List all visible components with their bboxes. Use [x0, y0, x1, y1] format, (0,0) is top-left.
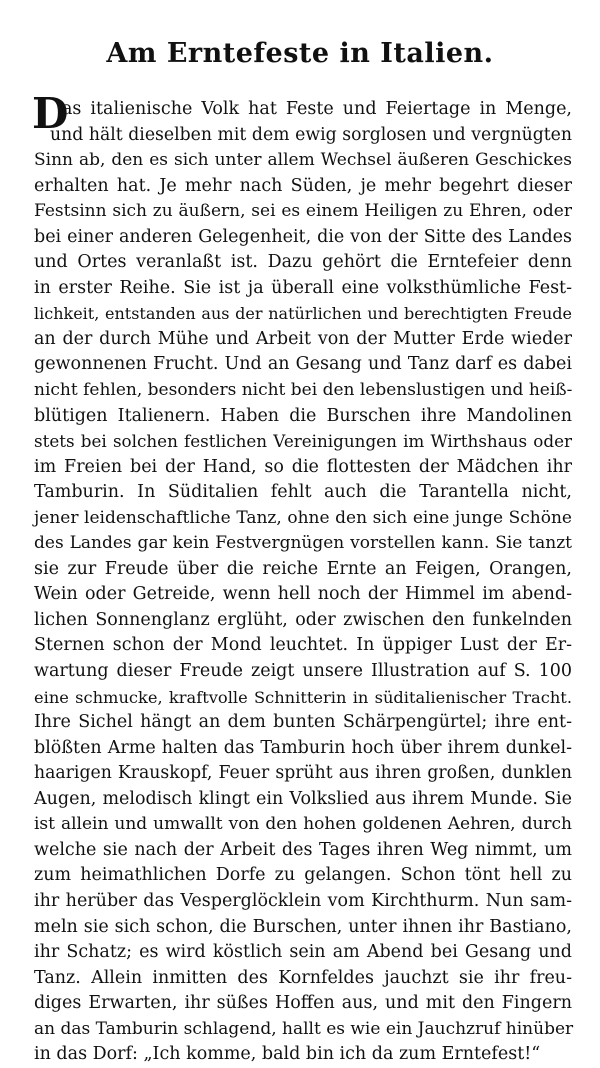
text-line: an der durch Mühe und Arbeit von der Mutter Erde wieder: [34, 328, 572, 349]
text-line: jener leidenschaftliche Tanz, ohne den sich eine junge Schöne: [34, 507, 572, 528]
text-line: gewonnenen Frucht. Und an Gesang und Tanz darf es dabei: [34, 354, 572, 375]
text-line: as italienische Volk hat Feste und Feiertage in Menge,: [62, 99, 572, 119]
text-line: erhalten hat. Je mehr nach Süden, je mehr begehrt dieser: [34, 175, 572, 196]
text-line: ist allein und umwallt von den hohen goldenen Aehren, durch: [34, 814, 572, 835]
text-line: blütigen Italienern. Haben die Burschen ihre Mandolinen: [34, 405, 572, 426]
text-line: in das Dorf: „Ich komme, bald bin ich da zum Erntefest!“: [34, 1044, 541, 1065]
text-line: an das Tamburin schlagend, hallt es wie ein Jauchzruf hinüber: [34, 1018, 574, 1039]
text-line: Sternen schon der Mond leuchtet. In üppiger Lust der Er-: [34, 635, 572, 656]
text-line: im Freien bei der Hand, so die flottesten der Mädchen ihr: [34, 456, 572, 477]
text-line: wartung dieser Freude zeigt unsere Illustration auf S. 100: [34, 661, 572, 682]
text-line: Wein oder Getreide, wenn hell noch der Himmel im abend-: [34, 584, 572, 605]
drop-cap: D: [32, 89, 69, 138]
text-line: ihr Schatz; es wird köstlich sein am Abend bei Gesang und: [34, 942, 572, 963]
text-line: zum heimathlichen Dorfe zu gelangen. Schon tönt hell zu: [34, 865, 572, 886]
text-line: lichen Sonnenglanz erglüht, oder zwischen den funkelnden: [34, 609, 572, 630]
article-body: [32, 89, 574, 1068]
text-line: Tanz. Allein inmitten des Kornfeldes jauchzt sie ihr freu-: [34, 967, 572, 988]
text-line: sie zur Freude über die reiche Ernte an Feigen, Orangen,: [34, 558, 572, 579]
text-line: des Landes gar kein Festvergnügen vorstellen kann. Sie tanzt: [34, 533, 572, 554]
text-line: Tamburin. In Süditalien fehlt auch die Tarantella nicht,: [34, 482, 572, 503]
text-line: Ihre Sichel hängt an dem bunten Schärpengürtel; ihre ent-: [34, 712, 572, 733]
text-line: meln sie sich schon, die Burschen, unter ihnen ihr Bastiano,: [34, 916, 572, 937]
page-title: Am Erntefeste in Italien.: [106, 38, 494, 69]
text-line: Sinn ab, den es sich unter allem Wechsel äußeren Geschickes: [34, 150, 572, 171]
text-line: eine schmucke, kraftvolle Schnitterin in süditalienischer Tracht.: [34, 687, 572, 707]
text-line: ihr herüber das Vesperglöcklein vom Kirchthurm. Nun sam-: [34, 890, 572, 911]
text-line: diges Erwarten, ihr süßes Hoffen aus, und mit den Fingern: [34, 993, 572, 1014]
text-line: und Ortes veranlaßt ist. Dazu gehört die Erntefeier denn: [34, 252, 572, 273]
text-line: lichkeit, entstanden aus der natürlichen und berechtigten Freude: [34, 304, 572, 324]
text-line: haarigen Krauskopf, Feuer sprüht aus ihren großen, dunklen: [34, 763, 572, 784]
text-line: in erster Reihe. Sie ist ja überall eine volksthümliche Fest-: [34, 277, 572, 298]
text-line: und hält dieselben mit dem ewig sorglosen und vergnügten: [50, 124, 572, 145]
text-line: Augen, melodisch klingt ein Volkslied aus ihrem Munde. Sie: [34, 788, 572, 809]
text-line: Festsinn sich zu äußern, sei es einem Heiligen zu Ehren, oder: [34, 201, 572, 222]
text-line: welche sie nach der Arbeit des Tages ihren Weg nimmt, um: [34, 839, 572, 860]
text-line: stets bei solchen festlichen Vereinigungen im Wirthshaus oder: [34, 431, 572, 452]
text-line: bei einer anderen Gelegenheit, die von der Sitte des Landes: [34, 226, 572, 247]
text-line: blößten Arme halten das Tamburin hoch über ihrem dunkel-: [34, 737, 572, 758]
text-line: nicht fehlen, besonders nicht bei den lebenslustigen und heiß-: [34, 380, 573, 401]
